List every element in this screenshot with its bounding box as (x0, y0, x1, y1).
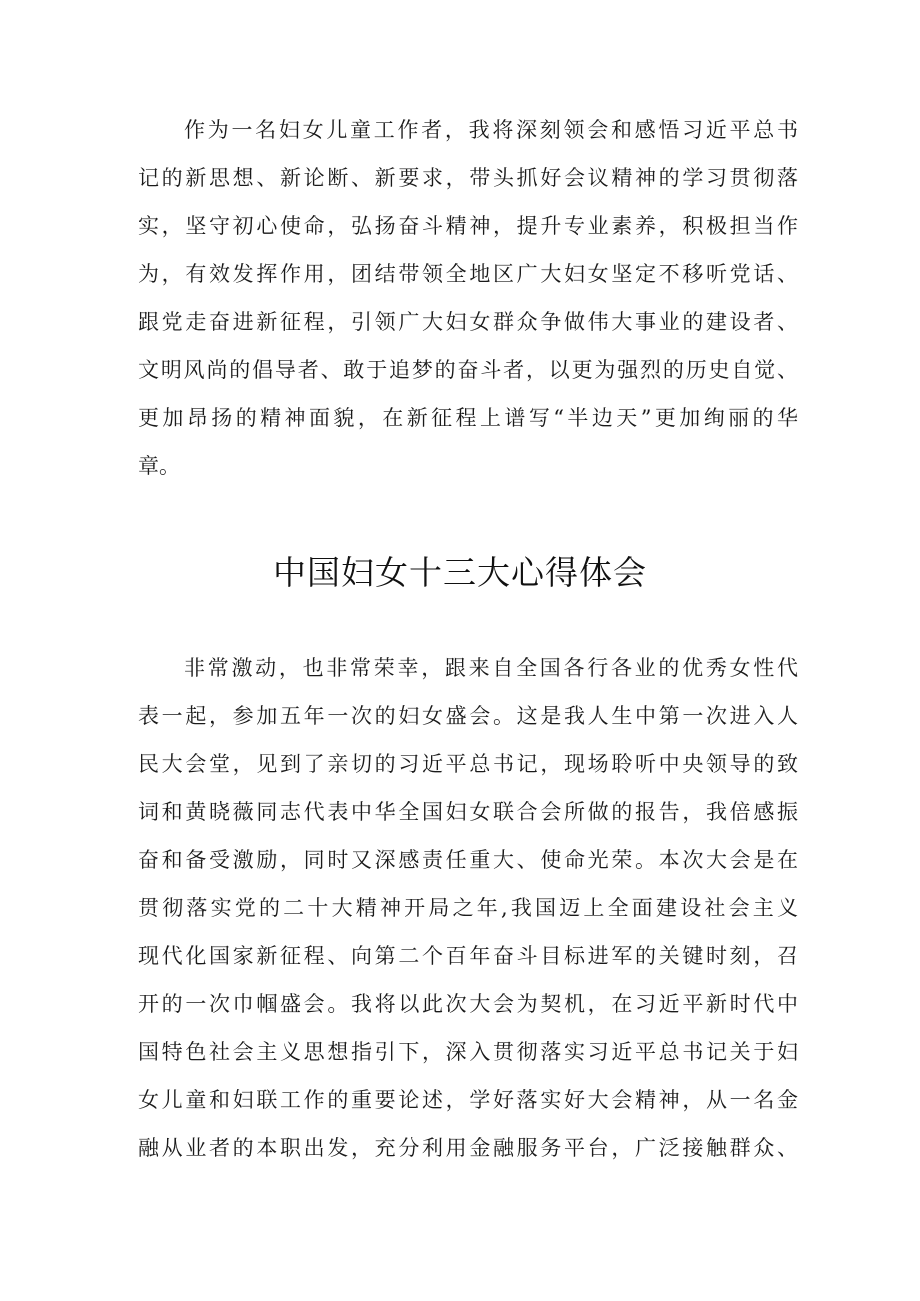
paragraph-line: 表一起，参加五年一次的妇女盛会。这是我人生中第一次进入人 (138, 704, 798, 728)
paragraph-line: 实，坚守初心使命，弘扬奋斗精神，提升专业素养，积极担当作 (138, 214, 798, 238)
paragraph-line: 国特色社会主义思想指引下，深入贯彻落实习近平总书记关于妇 (138, 1040, 798, 1064)
paragraph-line: 词和黄晓薇同志代表中华全国妇女联合会所做的报告，我倍感振 (138, 800, 798, 824)
paragraph-line: 记的新思想、新论断、新要求，带头抓好会议精神的学习贯彻落 (138, 166, 798, 190)
paragraph-line: 非常激动，也非常荣幸，跟来自全国各行各业的优秀女性代 (184, 656, 798, 680)
paragraph-line: 章。 (138, 454, 180, 478)
paragraph-line: 奋和备受激励，同时又深感责任重大、使命光荣。本次大会是在 (138, 848, 798, 872)
paragraph-line: 跟党走奋进新征程，引领广大妇女群众争做伟大事业的建设者、 (138, 310, 798, 334)
paragraph-line: 女儿童和妇联工作的重要论述，学好落实好大会精神，从一名金 (138, 1088, 798, 1112)
paragraph-line: 融从业者的本职出发，充分利用金融服务平台，广泛接触群众、 (138, 1136, 798, 1160)
paragraph-line: 更加昂扬的精神面貌，在新征程上谱写“半边天”更加绚丽的华 (138, 406, 798, 430)
paragraph-line: 民大会堂，见到了亲切的习近平总书记，现场聆听中央领导的致 (138, 752, 798, 776)
paragraph-commitment (138, 106, 798, 490)
paragraph-line: 贯彻落实党的二十大精神开局之年,我国迈上全面建设社会主义 (138, 896, 798, 920)
paragraph-line: 开的一次巾帼盛会。我将以此次大会为契机，在习近平新时代中 (138, 992, 798, 1016)
paragraph-line: 为，有效发挥作用，团结带领全地区广大妇女坚定不移听党话、 (138, 262, 798, 286)
paragraph-line: 文明风尚的倡导者、敢于追梦的奋斗者，以更为强烈的历史自觉、 (138, 358, 798, 382)
paragraph-reflection (138, 644, 798, 1172)
paragraph-line: 现代化国家新征程、向第二个百年奋斗目标进军的关键时刻，召 (138, 944, 798, 968)
section-title: 中国妇女十三大心得体会 (273, 553, 647, 592)
paragraph-line: 作为一名妇女儿童工作者，我将深刻领会和感悟习近平总书 (184, 118, 798, 142)
